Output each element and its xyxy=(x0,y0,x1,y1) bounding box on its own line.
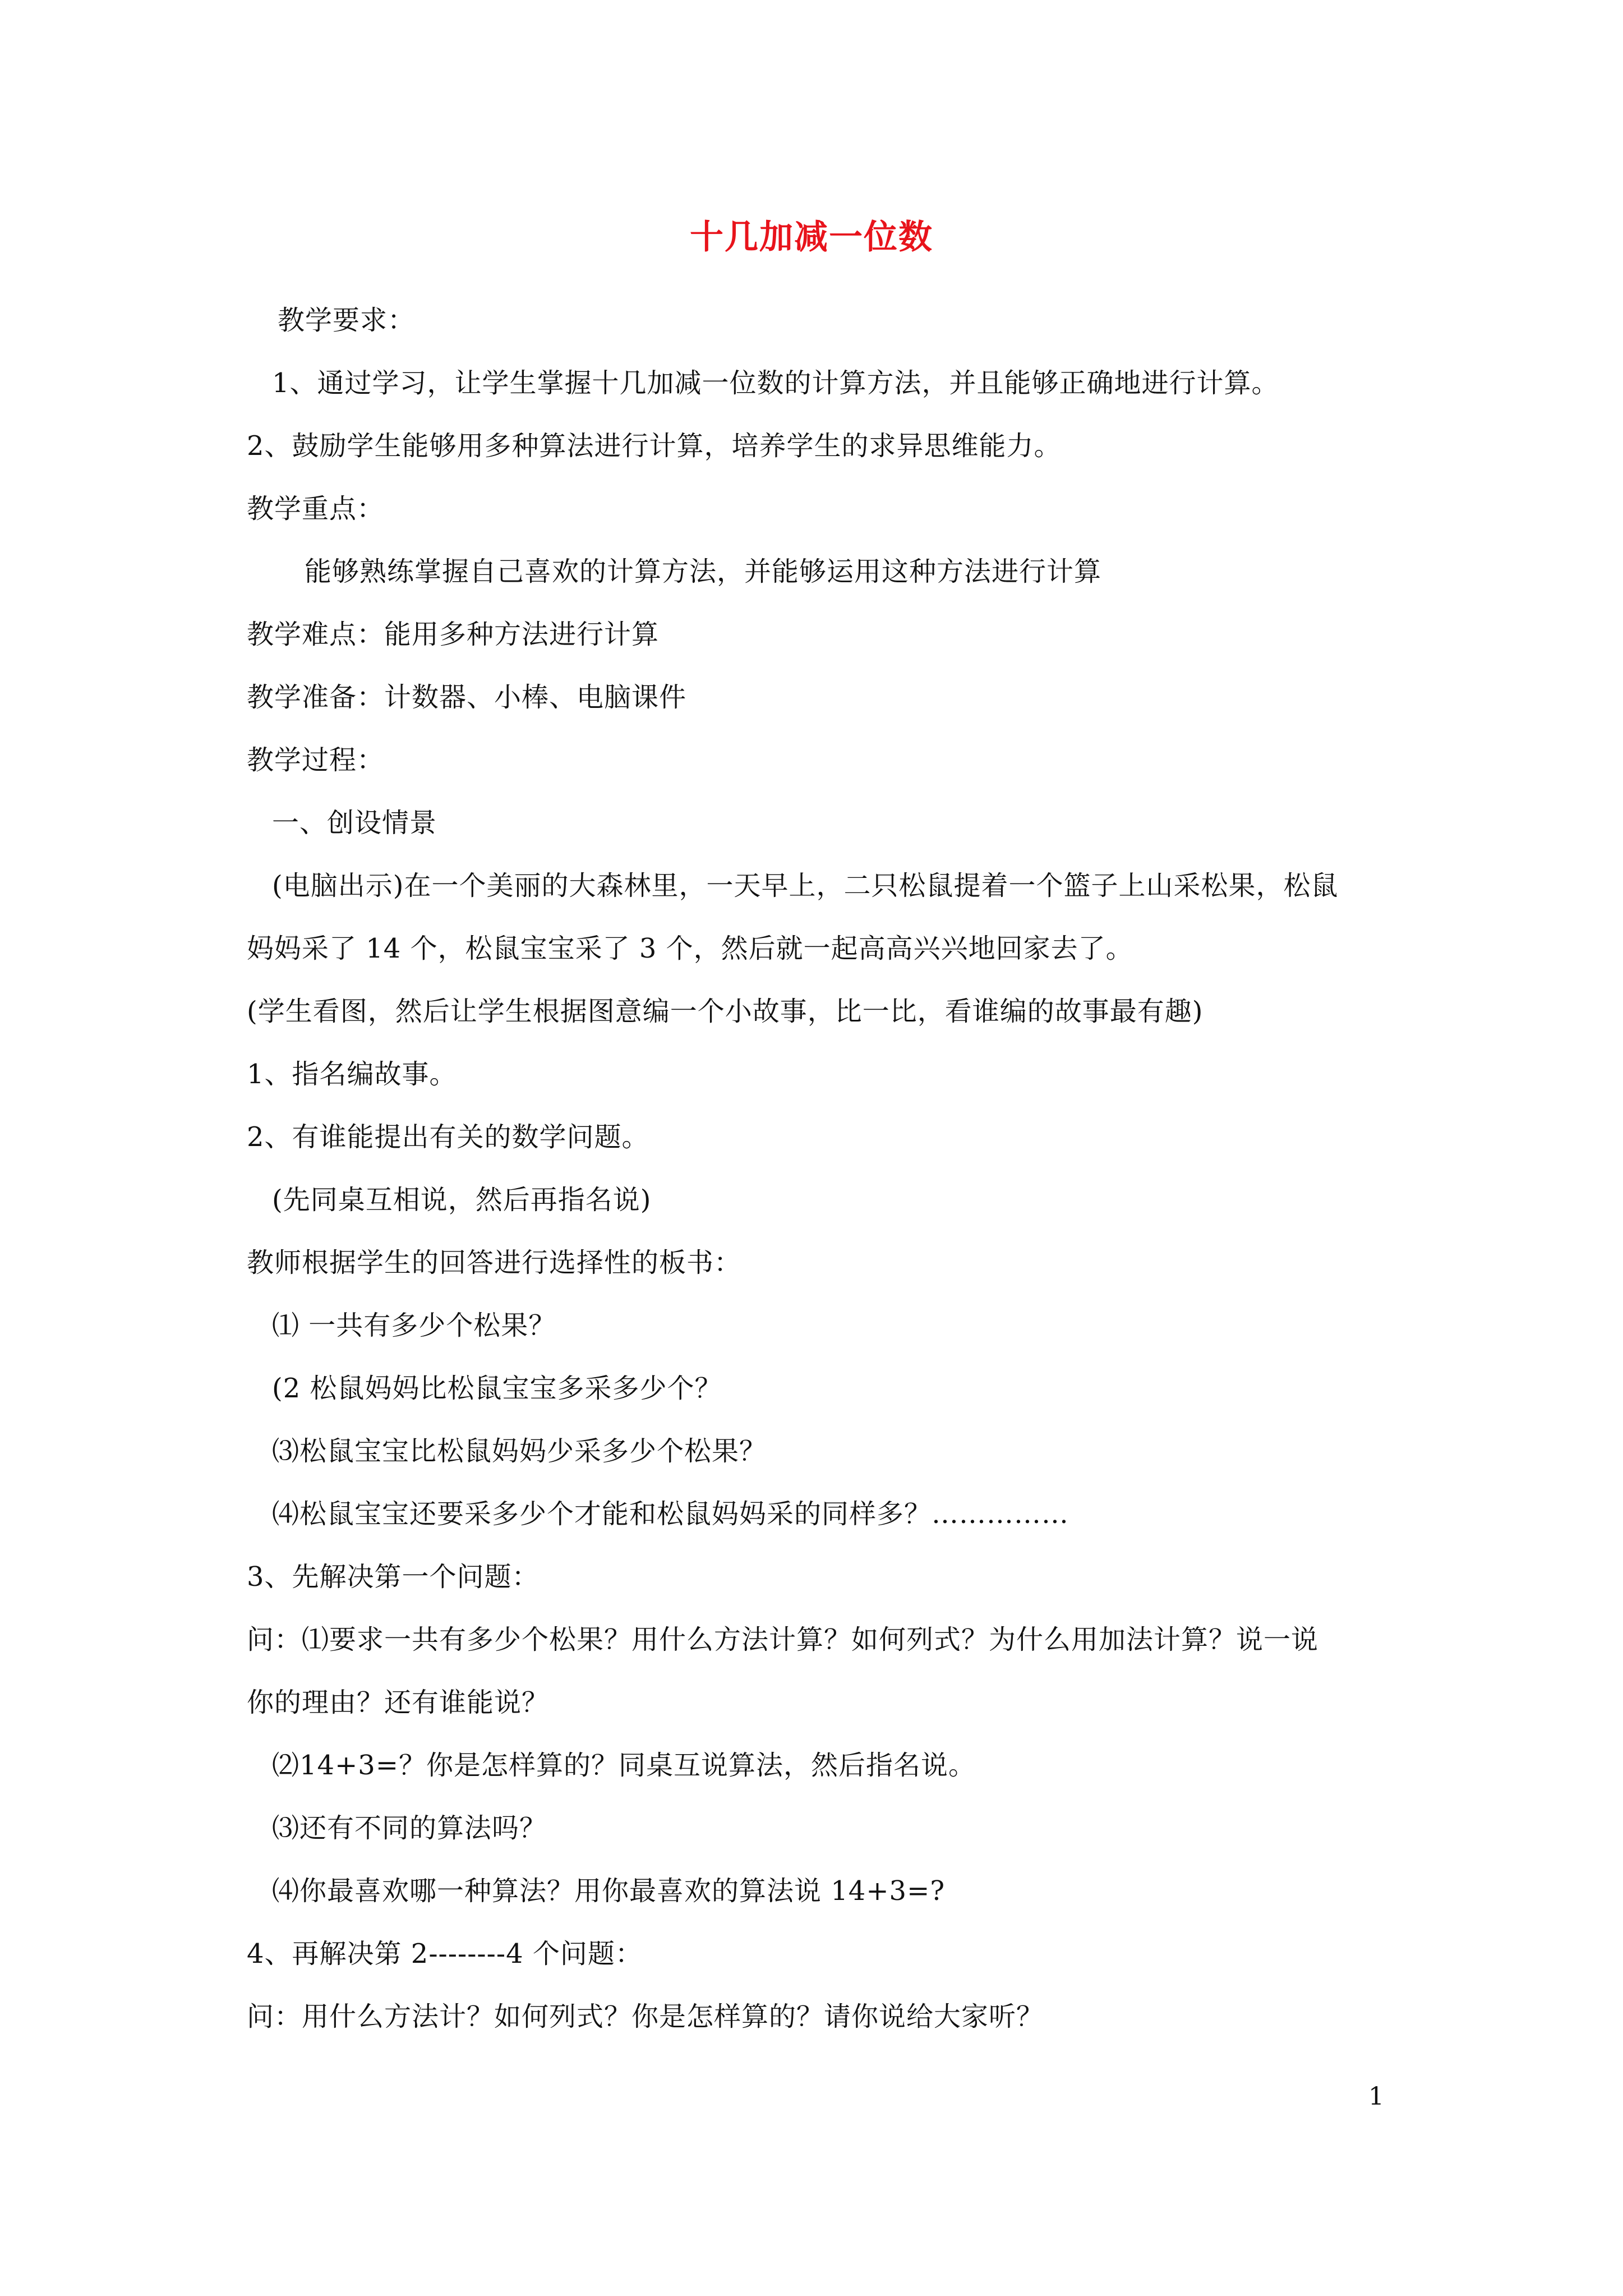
page-number: 1 xyxy=(1368,2082,1384,2111)
text-line: ⑵14+3=？你是怎样算的？同桌互说算法，然后指名说。 xyxy=(272,1750,976,1781)
text-line: 3、先解决第一个问题： xyxy=(247,1561,540,1593)
text-line: ⑷松鼠宝宝还要采多少个才能和松鼠妈妈采的同样多？…………… xyxy=(272,1498,1069,1530)
text-line: 一、创设情景 xyxy=(272,807,437,839)
text-line: 教学过程： xyxy=(247,744,385,776)
text-line: 教学重点： xyxy=(247,493,385,524)
text-line: ⑶还有不同的算法吗？ xyxy=(272,1812,547,1844)
text-line: (先同桌互相说，然后再指名说) xyxy=(272,1184,652,1216)
text-line: ⑴ 一共有多少个松果？ xyxy=(272,1310,556,1341)
text-line: (学生看图，然后让学生根据图意编一个小故事，比一比，看谁编的故事最有趣) xyxy=(247,996,1204,1027)
text-line: 1、通过学习，让学生掌握十几加减一位数的计算方法，并且能够正确地进行计算。 xyxy=(272,367,1279,399)
text-line: 教学准备：计数器、小棒、电脑课件 xyxy=(247,682,687,713)
text-line: 2、有谁能提出有关的数学问题。 xyxy=(247,1121,649,1153)
text-line: 教学难点：能用多种方法进行计算 xyxy=(247,619,660,650)
text-line: 你的理由？还有谁能说？ xyxy=(247,1687,550,1718)
text-line: 教学要求： xyxy=(278,305,416,336)
text-line: 能够熟练掌握自己喜欢的计算方法，并能够运用这种方法进行计算 xyxy=(305,556,1102,587)
document-title: 十几加减一位数 xyxy=(690,218,933,257)
text-line: ⑷你最喜欢哪一种算法？用你最喜欢的算法说 14+3=? xyxy=(272,1875,946,1907)
text-line: 4、再解决第 2--------4 个问题： xyxy=(247,1938,643,1970)
text-line: 2、鼓励学生能够用多种算法进行计算，培养学生的求异思维能力。 xyxy=(247,430,1062,462)
text-line: 教师根据学生的回答进行选择性的板书： xyxy=(247,1247,742,1278)
text-line: (2 松鼠妈妈比松鼠宝宝多采多少个？ xyxy=(272,1373,722,1404)
text-line: 妈妈采了 14 个，松鼠宝宝采了 3 个，然后就一起高高兴兴地回家去了。 xyxy=(247,933,1133,964)
text-line: (电脑出示)在一个美丽的大森林里，一天早上，二只松鼠提着一个篮子上山采松果，松鼠 xyxy=(272,870,1339,901)
text-line: 问：⑴要求一共有多少个松果？用什么方法计算？如何列式？为什么用加法计算？说一说 xyxy=(247,1624,1319,1655)
text-line: ⑶松鼠宝宝比松鼠妈妈少采多少个松果？ xyxy=(272,1435,767,1467)
text-line: 问：用什么方法计？如何列式？你是怎样算的？请你说给大家听？ xyxy=(247,2001,1044,2032)
text-line: 1、指名编故事。 xyxy=(247,1059,457,1090)
